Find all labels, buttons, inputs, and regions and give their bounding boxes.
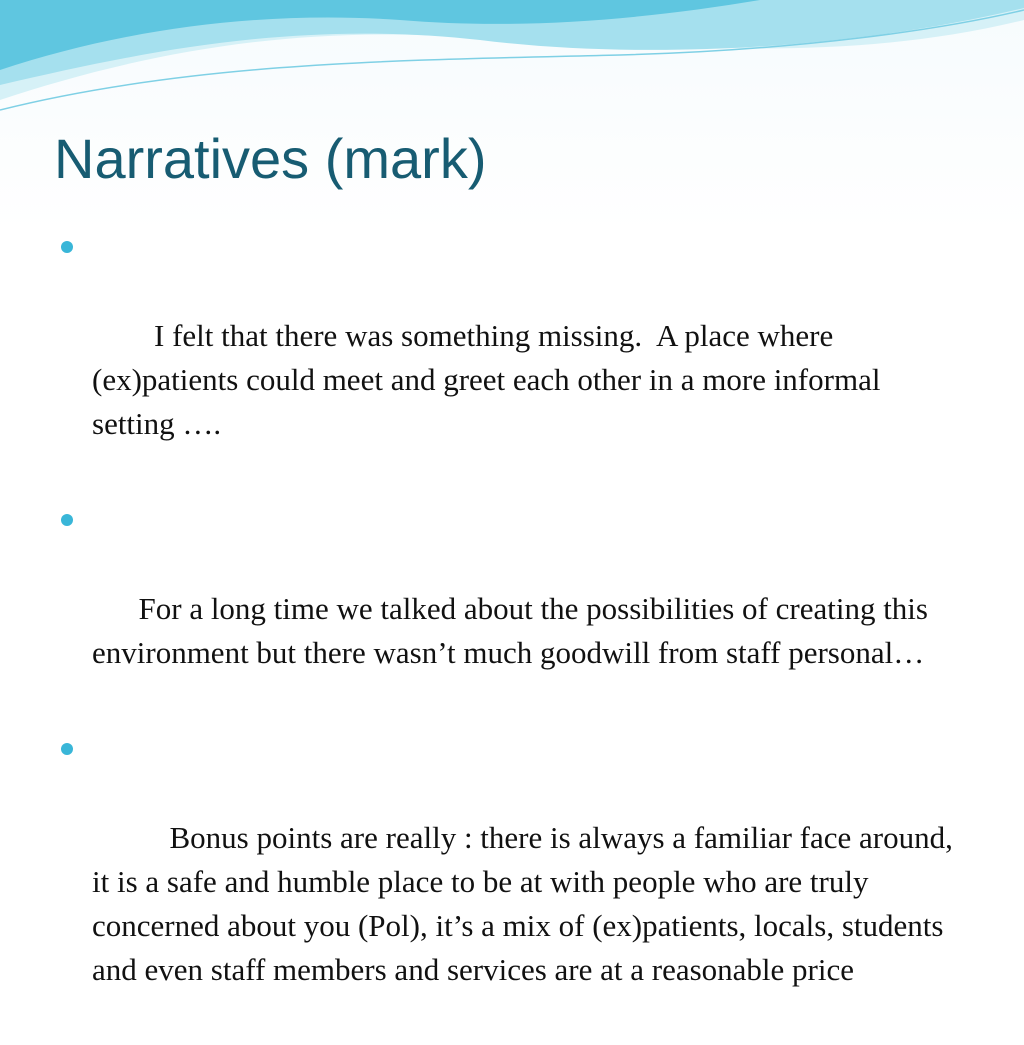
slide-title: Narratives (mark) xyxy=(54,127,487,190)
bullet-dot-icon xyxy=(61,514,73,526)
header-wave-decoration xyxy=(0,0,1024,120)
bullet-text: For a long time we talked about the possibilities of creating this environment but there wasn’t much goodwill from staff personal… xyxy=(92,591,936,670)
bullet-dot-icon xyxy=(61,743,73,755)
bullet-item xyxy=(58,499,958,719)
bullet-item xyxy=(58,728,961,1036)
bullet-text: I felt that there was something missing. A place where (ex)patients could meet and greet each other in a more informal setting …. xyxy=(92,318,889,441)
bullet-text: Bonus points are really : there is always a familiar face around, it is a safe and humble place to be at with people who are truly concerned about you (Pol), it’s a mix of (ex)patients, locals, students and even staff members and services are at a reasonable price xyxy=(92,820,961,987)
bullet-dot-icon xyxy=(61,241,73,253)
bullet-list xyxy=(58,226,961,1045)
bullet-item xyxy=(58,226,958,490)
